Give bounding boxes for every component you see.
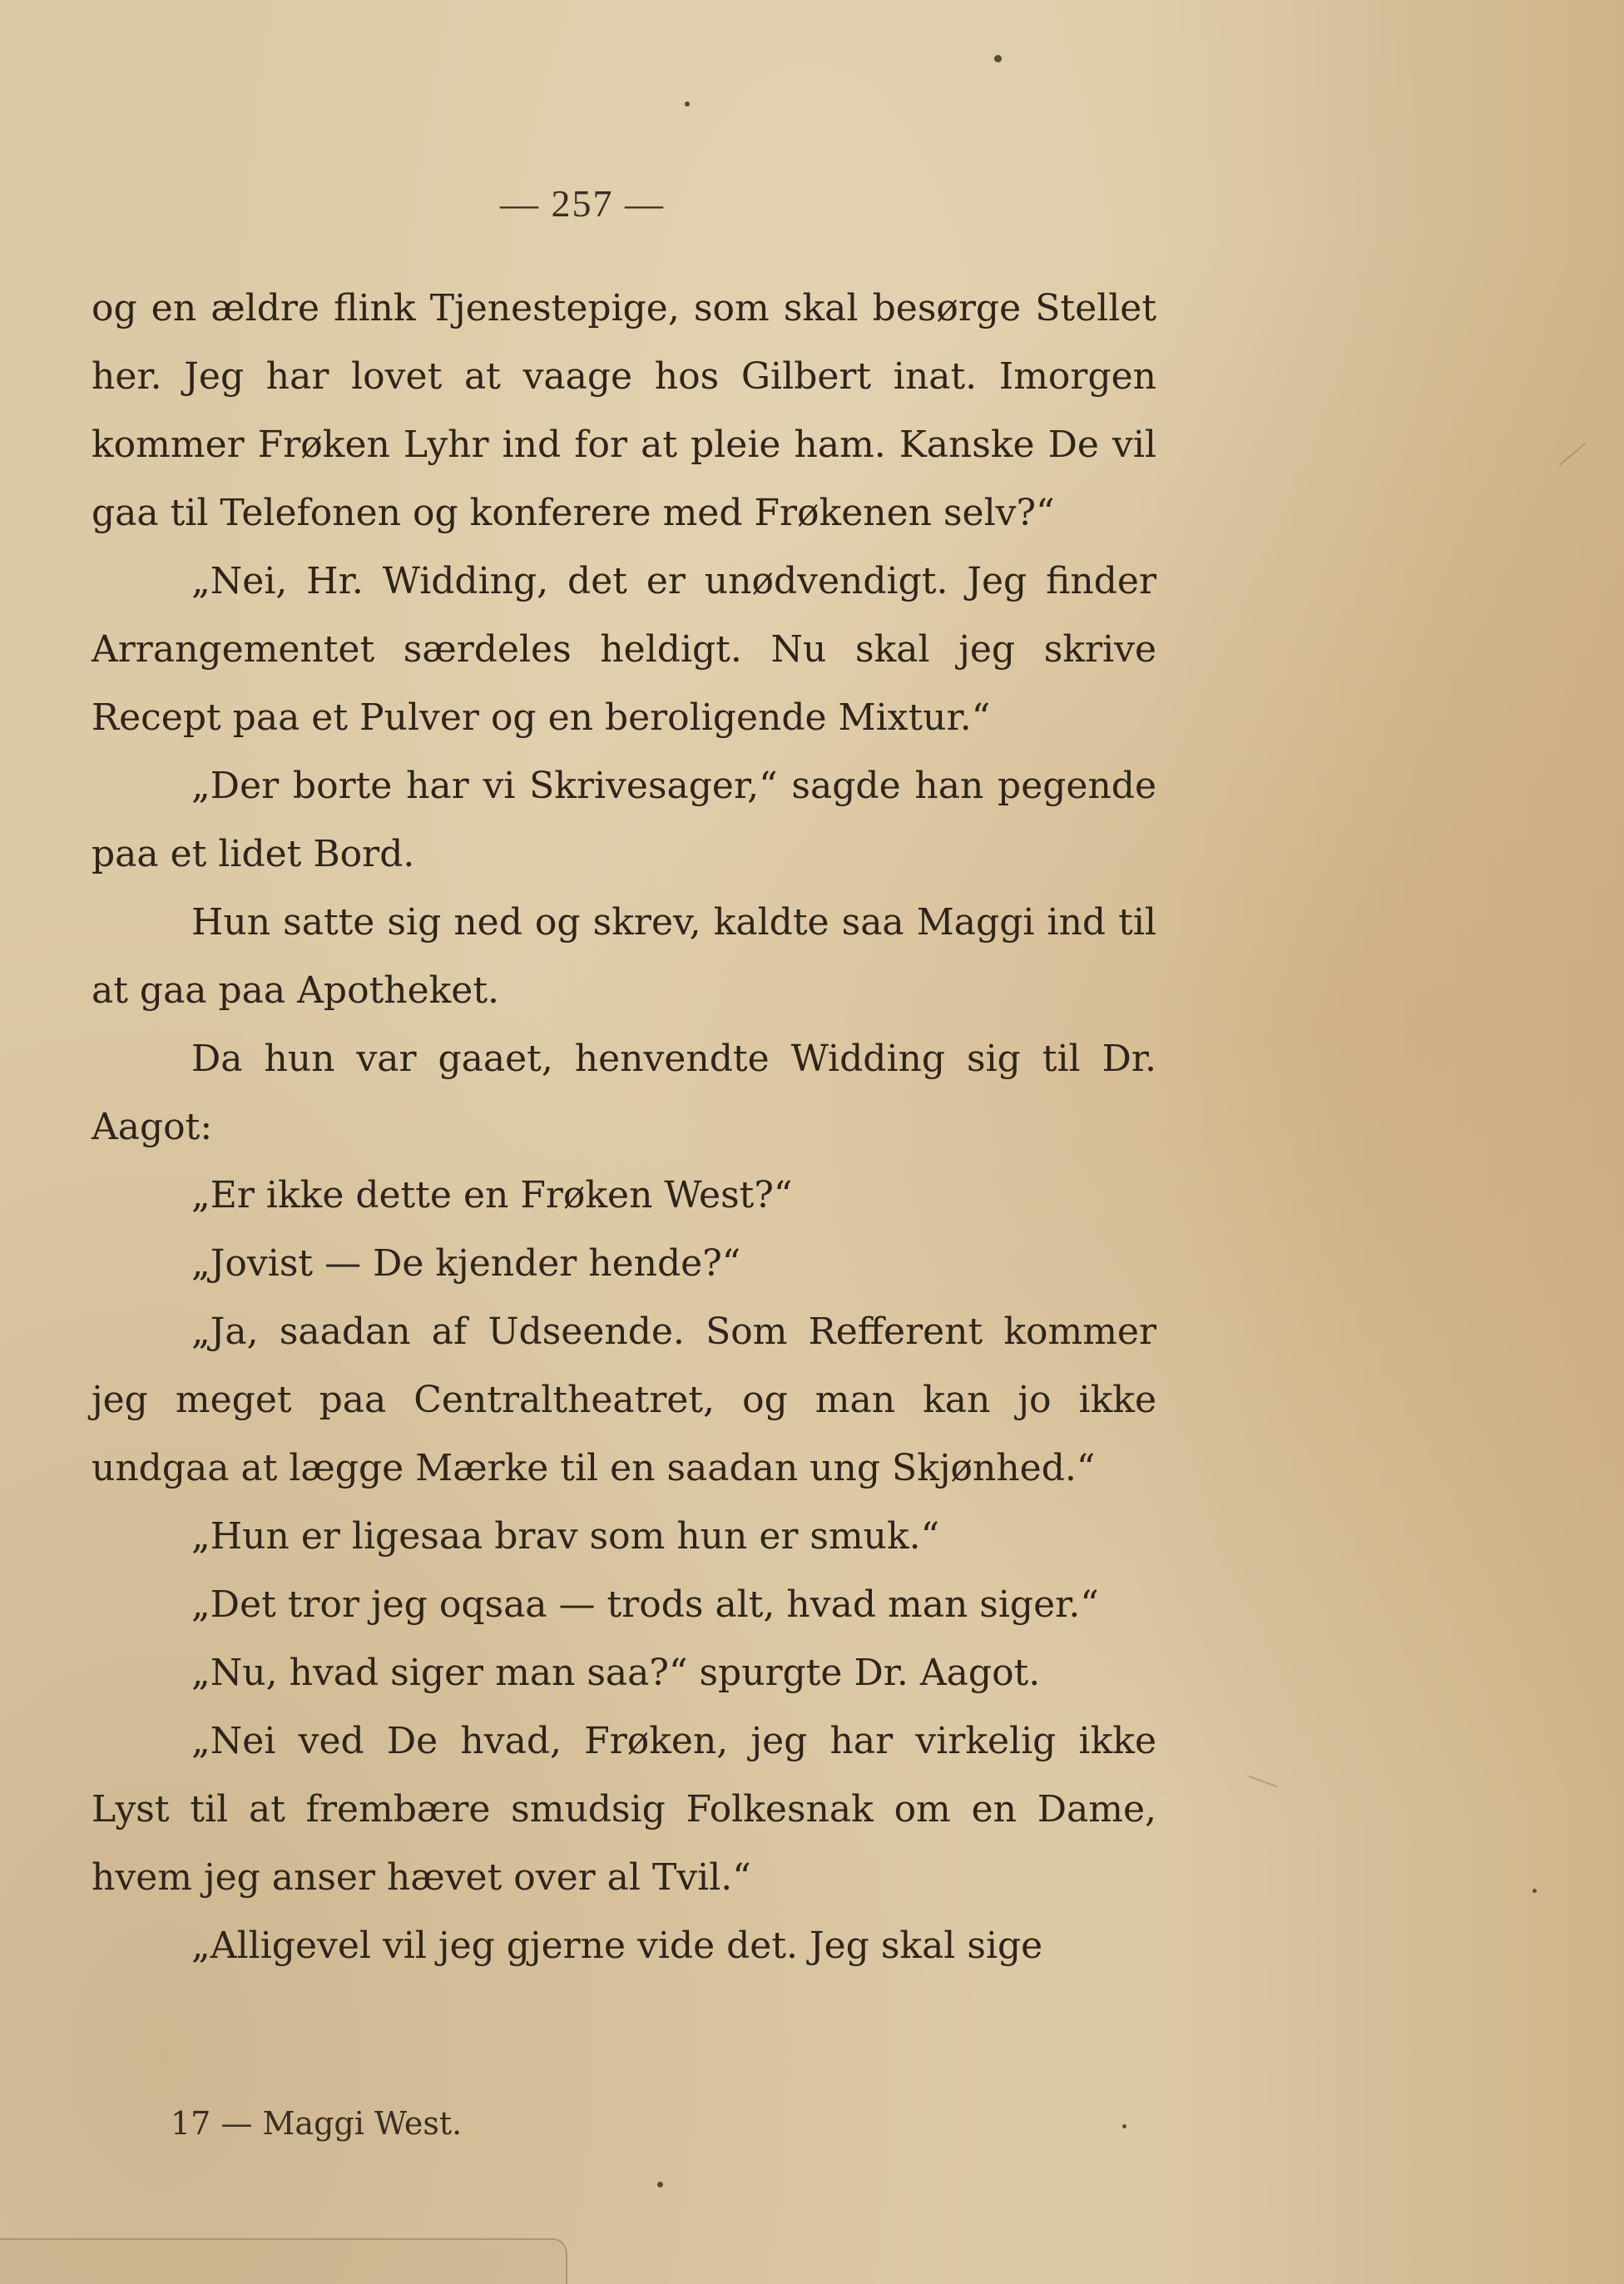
paper-scratch [1249, 1776, 1278, 1787]
paragraph: „Jovist — De kjender hende?“ [191, 1242, 741, 1285]
paragraph: „Alligevel vil jeg gjerne vide det. Jeg skal sige [191, 1925, 1043, 1967]
paper-speck [685, 102, 690, 107]
paper-scratch [1559, 443, 1586, 465]
body-text [92, 275, 1156, 1980]
paragraph: Hun satte sig ned og skrev, kaldte saa Maggi ind til at gaa paa Apotheket. [92, 901, 1156, 1012]
paper-speck [994, 55, 1002, 62]
paper-speck [1532, 1889, 1537, 1893]
paper-speck [1122, 2124, 1126, 2128]
paragraph: og en ældre flink Tjenestepige, som skal besørge Stellet her. Jeg har lovet at vaage hos Gilbert inat. Imorgen kommer Frøken Lyhr ind for at pleie ham. Kanske De vil gaa til Telefonen og konferere med Frøkenen selv?“ [92, 287, 1156, 534]
paragraph: „Er ikke dette en Frøken West?“ [191, 1174, 793, 1216]
signature-mark: 17 — Maggi West. [171, 2105, 463, 2142]
paragraph: „Ja, saadan af Udseende. Som Refferent kommer jeg meget paa Centraltheatret, og man kan jo ikke undgaa at lægge Mærke til en saadan ung Skjønhed.“ [92, 1310, 1156, 1489]
paper-speck [657, 2182, 663, 2187]
paragraph: „Nu, hvad siger man saa?“ spurgte Dr. Aagot. [191, 1652, 1041, 1694]
paragraph: „Det tror jeg oqsaa — trods alt, hvad man siger.“ [191, 1583, 1099, 1626]
page-number: — 257 — [500, 182, 665, 225]
paragraph: „Nei ved De hvad, Frøken, jeg har virkelig ikke Lyst til at frembære smudsig Folkesnak om en Dame, hvem jeg anser hævet over al Tvil.“ [92, 1720, 1156, 1899]
paragraph: Da hun var gaaet, henvendte Widding sig til Dr. Aagot: [92, 1038, 1156, 1148]
paragraph: „Der borte har vi Skrivesager,“ sagde han pegende paa et lidet Bord. [92, 765, 1156, 875]
page-edge-shadow [0, 2238, 567, 2284]
paragraph: „Hun er ligesaa brav som hun er smuk.“ [191, 1515, 940, 1558]
paragraph: „Nei, Hr. Widding, det er unødvendigt. Jeg finder Arrangementet særdeles heldigt. Nu skal jeg skrive Recept paa et Pulver og en beroligende Mixtur.“ [92, 560, 1156, 739]
